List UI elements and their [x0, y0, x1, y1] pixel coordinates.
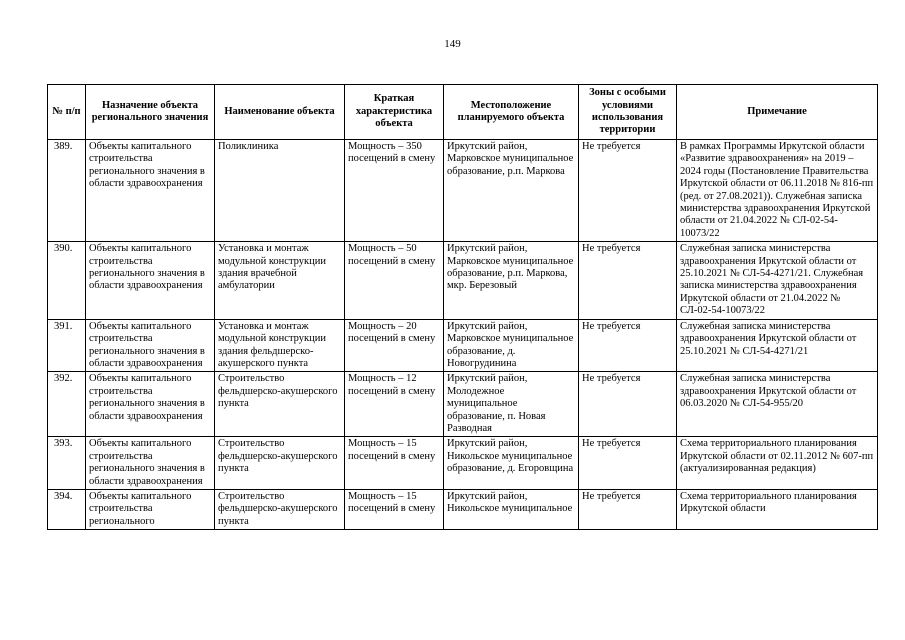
- cell-purpose: Объекты капитального строительства регионального значения в области здравоохранения: [86, 140, 215, 242]
- cell-zones: Не требуется: [579, 437, 677, 490]
- cell-zones: Не требуется: [579, 489, 677, 529]
- cell-note: Служебная записка министерства здравоохранения Иркутской области от 25.10.2021 № СЛ-54-4271/21. Служебная записка министерства здравоохранения Иркутской области от 21.04.2022 № СЛ-02-54-10073/22: [677, 242, 878, 319]
- cell-num: 394.: [48, 489, 86, 529]
- cell-name: Поликлиника: [215, 140, 345, 242]
- cell-num: 392.: [48, 372, 86, 437]
- table-row: [48, 372, 878, 437]
- table-row: [48, 319, 878, 372]
- cell-note: Схема территориального планирования Иркутской области от 02.11.2012 № 607-пп (актуализированная редакция): [677, 437, 878, 490]
- cell-name: Строительство фельдшерско-акушерского пункта: [215, 372, 345, 437]
- cell-num: 393.: [48, 437, 86, 490]
- cell-purpose: Объекты капитального строительства регионального: [86, 489, 215, 529]
- cell-characteristic: Мощность – 15 посещений в смену: [345, 437, 444, 490]
- table-row: [48, 140, 878, 242]
- cell-characteristic: Мощность – 350 посещений в смену: [345, 140, 444, 242]
- objects-table: [47, 84, 878, 530]
- cell-num: 390.: [48, 242, 86, 319]
- header-location: Местоположение планируемого объекта: [444, 85, 579, 140]
- cell-num: 391.: [48, 319, 86, 372]
- table-row: [48, 242, 878, 319]
- header-num: № п/п: [48, 85, 86, 140]
- cell-characteristic: Мощность – 12 посещений в смену: [345, 372, 444, 437]
- cell-name: Установка и монтаж модульной конструкции здания врачебной амбулатории: [215, 242, 345, 319]
- table-row: [48, 437, 878, 490]
- page-number: 149: [444, 38, 461, 50]
- cell-note: Схема территориального планирования Иркутской области: [677, 489, 878, 529]
- cell-note: Служебная записка министерства здравоохранения Иркутской области от 06.03.2020 № СЛ-54-955/20: [677, 372, 878, 437]
- header-name: Наименование объекта: [215, 85, 345, 140]
- cell-location: Иркутский район, Никольское муниципальное образование, д. Егоровщина: [444, 437, 579, 490]
- cell-zones: Не требуется: [579, 319, 677, 372]
- cell-num: 389.: [48, 140, 86, 242]
- table-header-row: [48, 85, 878, 140]
- cell-purpose: Объекты капитального строительства регионального значения в области здравоохранения: [86, 242, 215, 319]
- header-characteristic: Краткая характеристика объекта: [345, 85, 444, 140]
- cell-purpose: Объекты капитального строительства регионального значения в области здравоохранения: [86, 372, 215, 437]
- cell-name: Строительство фельдшерско-акушерского пункта: [215, 489, 345, 529]
- cell-note: Служебная записка министерства здравоохранения Иркутской области от 25.10.2021 № СЛ-54-4271/21: [677, 319, 878, 372]
- cell-characteristic: Мощность – 20 посещений в смену: [345, 319, 444, 372]
- cell-location: Иркутский район, Марковское муниципальное образование, д. Новогрудинина: [444, 319, 579, 372]
- cell-location: Иркутский район, Марковское муниципальное образование, р.п. Маркова: [444, 140, 579, 242]
- cell-zones: Не требуется: [579, 372, 677, 437]
- cell-zones: Не требуется: [579, 140, 677, 242]
- cell-location: Иркутский район, Марковское муниципальное образование, р.п. Маркова, мкр. Березовый: [444, 242, 579, 319]
- cell-purpose: Объекты капитального строительства регионального значения в области здравоохранения: [86, 319, 215, 372]
- header-note: Примечание: [677, 85, 878, 140]
- cell-name: Установка и монтаж модульной конструкции здания фельдшерско-акушерского пункта: [215, 319, 345, 372]
- cell-name: Строительство фельдшерско-акушерского пункта: [215, 437, 345, 490]
- header-purpose: Назначение объекта регионального значения: [86, 85, 215, 140]
- cell-zones: Не требуется: [579, 242, 677, 319]
- cell-location: Иркутский район, Молодежное муниципальное образование, п. Новая Разводная: [444, 372, 579, 437]
- cell-characteristic: Мощность – 50 посещений в смену: [345, 242, 444, 319]
- cell-characteristic: Мощность – 15 посещений в смену: [345, 489, 444, 529]
- cell-purpose: Объекты капитального строительства регионального значения в области здравоохранения: [86, 437, 215, 490]
- cell-location: Иркутский район, Никольское муниципальное: [444, 489, 579, 529]
- header-zones: Зоны с особыми условиями использования территории: [579, 85, 677, 140]
- page-bottom-edge: [0, 622, 905, 640]
- table-row: [48, 489, 878, 529]
- cell-note: В рамках Программы Иркутской области «Развитие здравоохранения» на 2019 – 2024 годы (Постановление Правительства Иркутской области от 06.11.2018 № 816-пп (ред. от 27.08.2021)). Служебная записка министерства здравоохранения Иркутской области от 21.04.2022 № СЛ-02-54-10073/22: [677, 140, 878, 242]
